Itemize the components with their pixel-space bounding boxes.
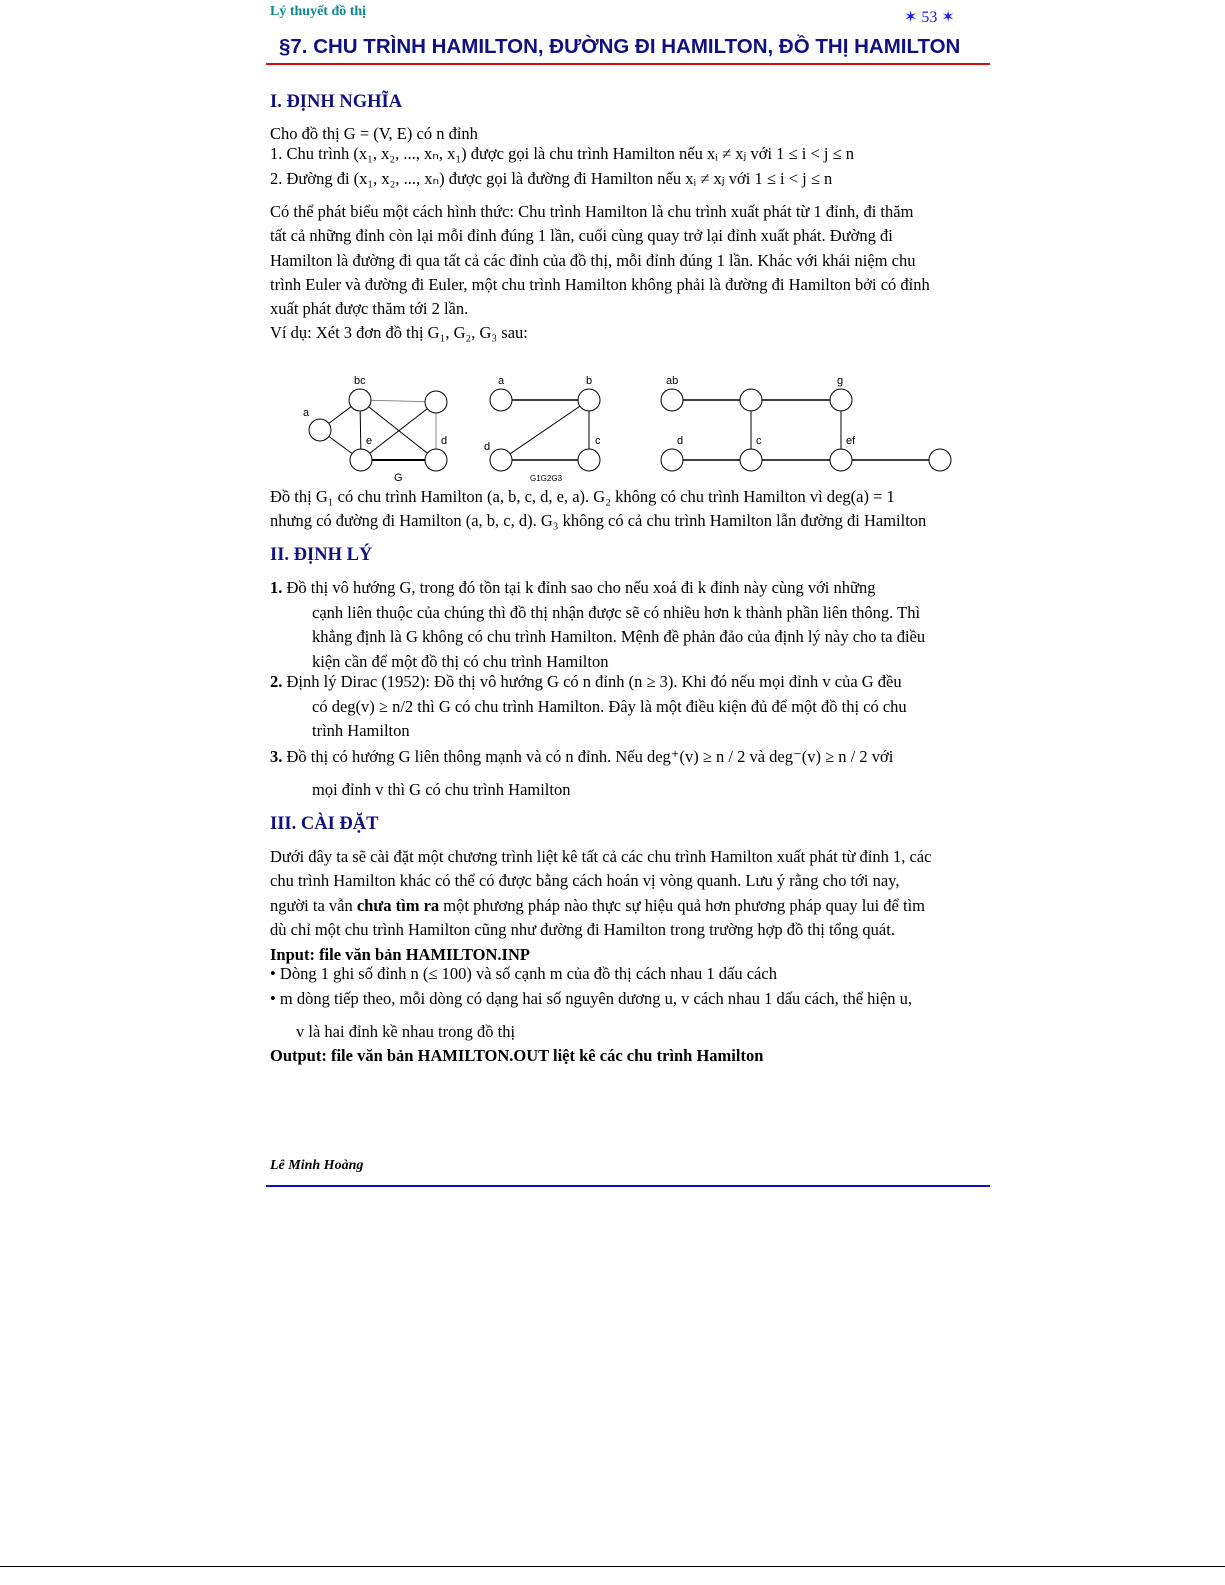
- heading-definition: I. ĐỊNH NGHĨA: [270, 92, 403, 112]
- section-title: §7. CHU TRÌNH HAMILTON, ĐƯỜNG ĐI HAMILTON, ĐỒ THỊ HAMILTON: [279, 35, 961, 58]
- text-line: tất cả những đỉnh còn lại mỗi đỉnh đúng 1 lần, cuối cùng quay trở lại đỉnh xuất phát. Đường đi: [270, 226, 893, 245]
- text-line: v là hai đỉnh kề nhau trong đồ thị: [296, 1022, 516, 1041]
- item-number: 3.: [270, 747, 283, 766]
- text-line: có deg(v) ≥ n/2 thì G có chu trình Hamilton. Đây là một điều kiện đủ để một đồ thị có chu: [312, 697, 907, 716]
- text-line: Định lý Dirac (1952): Đồ thị vô hướng G có n đỉnh (n ≥ 3). Khi đó nếu mọi đỉnh v của G đều: [286, 672, 902, 691]
- input-spec: Input: file văn bản HAMILTON.INP: [270, 945, 530, 964]
- node-label: c: [756, 435, 762, 447]
- text-line: nhưng có đường đi Hamilton (a, b, c, d). G₃ không có cả chu trình Hamilton lẫn đường đi Hamilton: [270, 511, 927, 530]
- item-number: 1.: [270, 578, 283, 597]
- node-label: e: [366, 435, 373, 447]
- running-header: Lý thuyết đồ thị: [270, 4, 367, 19]
- item-number: 2.: [270, 672, 283, 691]
- page-edge: [0, 1566, 1225, 1567]
- example-graphs: [0, 0, 1225, 485]
- text-line: [270, 896, 925, 916]
- node-label: d: [484, 441, 491, 453]
- emphasis: chưa tìm ra: [356, 896, 440, 915]
- node-label: b: [586, 375, 593, 387]
- text-line: Hamilton là đường đi qua tất cả các đỉnh của đồ thị, mỗi đỉnh đúng 1 lần. Khác với khái niệm chu: [270, 251, 916, 270]
- node-label: a: [303, 407, 310, 419]
- author-footer: Lê Minh Hoàng: [270, 1158, 364, 1173]
- node-label: bc: [354, 375, 366, 387]
- text-line: 1. Chu trình (x₁, x₂, ..., xₙ, x₁) được gọi là chu trình Hamilton nếu xᵢ ≠ xⱼ với 1 ≤ i < j ≤ n: [270, 144, 855, 163]
- graph-g1: [303, 375, 447, 484]
- text-line: Đồ thị có hướng G liên thông mạnh và có n đỉnh. Nếu deg⁺(v) ≥ n / 2 và deg⁻(v) ≥ n / 2 với: [286, 747, 894, 766]
- heading-implementation: III. CÀI ĐẶT: [270, 814, 379, 834]
- text-line: xuất phát được thăm tới 2 lần.: [270, 299, 469, 318]
- node-label: ab: [666, 375, 679, 387]
- output-spec: Output: file văn bản HAMILTON.OUT liệt kê các chu trình Hamilton: [270, 1046, 764, 1065]
- theorem-2: [270, 672, 902, 692]
- graph-g2: [484, 375, 601, 483]
- text-line: Dưới đây ta sẽ cài đặt một chương trình liệt kê tất cả các chu trình Hamilton xuất phát từ đỉnh 1, các: [270, 847, 932, 866]
- text-span: một phương pháp nào thực sự hiệu quả hơn phương pháp quay lui để tìm: [439, 896, 926, 915]
- node-label: c: [595, 435, 601, 447]
- text-line: 2. Đường đi (x₁, x₂, ..., xₙ) được gọi là đường đi Hamilton nếu xᵢ ≠ xⱼ với 1 ≤ i < j ≤ n: [270, 169, 833, 188]
- graph-g3: [661, 375, 951, 471]
- bullet-item: • m dòng tiếp theo, mỗi dòng có dạng hai số nguyên dương u, v cách nhau 1 dấu cách, thể hiện u,: [270, 989, 913, 1008]
- text-line: Cho đồ thị G = (V, E) có n đỉnh: [270, 124, 478, 143]
- node-label: ef: [846, 435, 856, 447]
- text-line: kiện cần để một đồ thị có chu trình Hamilton: [312, 652, 609, 671]
- page-number: ✶ 53 ✶: [904, 9, 955, 26]
- node-label: d: [677, 435, 684, 447]
- text-line: trình Hamilton: [312, 721, 410, 740]
- text-line: khẳng định là G không có chu trình Hamilton. Mệnh đề phản đảo của định lý này cho ta điều: [312, 627, 926, 646]
- text-line: mọi đỉnh v thì G có chu trình Hamilton: [312, 780, 571, 799]
- text-line: Có thể phát biểu một cách hình thức: Chu trình Hamilton là chu trình xuất phát từ 1 đỉnh, đi thăm: [270, 202, 914, 221]
- text-line: Đồ thị G₁ có chu trình Hamilton (a, b, c, d, e, a). G₂ không có chu trình Hamilton vì deg(a) = 1: [270, 487, 895, 506]
- graph-caption: G1G2G3: [530, 474, 563, 483]
- text-span: người ta vẫn: [270, 896, 357, 915]
- text-line: cạnh liên thuộc của chúng thì đồ thị nhận được sẽ có nhiều hơn k thành phần liên thông. Thì: [312, 603, 921, 622]
- theorem-1: [270, 578, 875, 598]
- footer-divider: [266, 1185, 990, 1187]
- text-line: chu trình Hamilton khác có thể có được bằng cách hoán vị vòng quanh. Lưu ý rằng cho tới nay,: [270, 871, 900, 890]
- node-label: a: [498, 375, 505, 387]
- text-line: Ví dụ: Xét 3 đơn đồ thị G₁, G₂, G₃ sau:: [270, 323, 528, 342]
- text-line: Đồ thị vô hướng G, trong đó tồn tại k đỉnh sao cho nếu xoá đi k đỉnh này cùng với những: [286, 578, 876, 597]
- node-label: G: [394, 472, 403, 484]
- text-line: dù chỉ một chu trình Hamilton cũng như đường đi Hamilton trong trường hợp đồ thị tổng quát.: [270, 920, 895, 939]
- text-line: trình Euler và đường đi Euler, một chu trình Hamilton không phải là đường đi Hamilton bởi có đỉnh: [270, 275, 930, 294]
- node-label: d: [441, 435, 448, 447]
- bullet-item: • Dòng 1 ghi số đỉnh n (≤ 100) và số cạnh m của đồ thị cách nhau 1 dấu cách: [270, 964, 777, 983]
- theorem-3: [270, 747, 893, 767]
- node-label: g: [837, 375, 844, 387]
- heading-theorem: II. ĐỊNH LÝ: [270, 545, 373, 565]
